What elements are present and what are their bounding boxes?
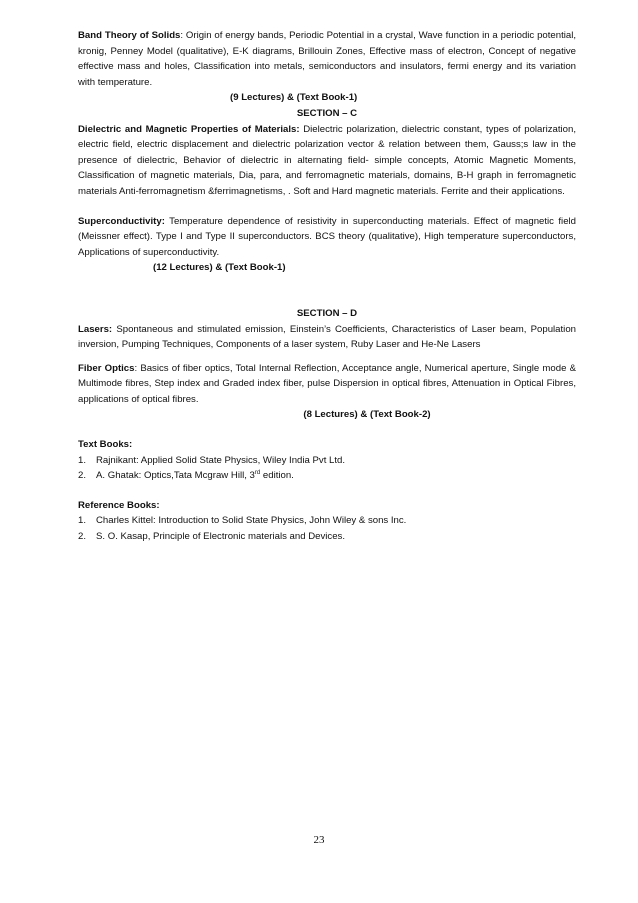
fiber-optics-text: : Basics of fiber optics, Total Internal Reflection, Acceptance angle, Numerical aperture, Single mode & Multimode fibres, Step index and Graded index fiber, pulse Dispersion in optical fibres, Attenuation in Optical Fibres, applications of optical fibres. (78, 362, 576, 405)
document-page (78, 28, 576, 545)
dielectric-title: Dielectric and Magnetic Properties of Materials: (78, 123, 300, 135)
superconductivity-text: Temperature dependence of resistivity in superconducting materials. Effect of magnetic field (Meissner effect). Type I and Type II superconductors. BCS theory (qualitative), High temperature superconductors, Applications of superconductivity. (78, 215, 576, 258)
list-text: Charles Kittel: Introduction to Solid State Physics, John Wiley & sons Inc. (96, 515, 407, 527)
dielectric-paragraph (78, 122, 576, 200)
section-d-heading: SECTION – D (296, 307, 358, 319)
reference-books-list (78, 513, 576, 544)
list-text: S. O. Kasap, Principle of Electronic materials and Devices. (96, 531, 346, 543)
dielectric-text: Dielectric polarization, dielectric constant, types of polarization, electric field, electric displacement and dielectric polarization vector & relation between them, Gauss;s law in the presence of dielectric, Behavior of dielectric in alternating field- simple concepts, Atomic Magnetic Moments, Classification of magnetic materials, Dia, para, and ferromagnetic materials, domains, B-H graph in ferromagnetic materials Anti-ferromagnetism &ferrimagnetisms, . Soft and Hard magnetic materials. Ferrite and their applications. (78, 123, 576, 197)
list-number: 1. (78, 454, 87, 466)
list-number: 1. (78, 515, 87, 527)
band-theory-title: Band Theory of Solids (78, 30, 181, 41)
band-theory-lectures: (9 Lectures) & (Text Book-1) (230, 92, 358, 104)
superscript: rd (254, 470, 261, 477)
list-item (78, 468, 576, 484)
list-text: Rajnikant: Applied Solid State Physics, Wiley India Pvt Ltd. (96, 454, 346, 466)
band-theory-paragraph (78, 28, 576, 90)
superconductivity-title: Superconductivity: (78, 215, 165, 227)
fiber-optics-title: Fiber Optics (78, 362, 135, 374)
superconductivity-paragraph (78, 214, 576, 261)
list-item (78, 453, 576, 469)
page-number: 23 (313, 834, 325, 846)
section-d-lectures: (8 Lectures) & (Text Book-2) (303, 409, 431, 421)
list-text-suffix: edition. (260, 470, 294, 482)
lasers-text: Spontaneous and stimulated emission, Einstein’s Coefficients, Characteristics of Laser beam, Population inversion, Pumping Techniques, Components of a laser system, Ruby Laser and He-Ne Lasers (78, 323, 576, 351)
text-books-heading (78, 437, 576, 453)
text-books-colon: : (129, 439, 133, 451)
lasers-paragraph (78, 322, 576, 353)
section-c-heading: SECTION – C (296, 107, 358, 119)
text-books-list (78, 453, 576, 484)
text-books-title: Text Books (78, 439, 129, 451)
section-c-lectures: (12 Lectures) & (Text Book-1) (153, 262, 286, 274)
lasers-title: Lasers: (78, 323, 113, 335)
list-number: 2. (78, 470, 87, 482)
fiber-optics-paragraph (78, 361, 576, 408)
list-number: 2. (78, 531, 87, 543)
reference-books-heading: Reference Books: (78, 499, 160, 511)
band-theory-text: : Origin of energy bands, Periodic Potential in a crystal, Wave function in a periodic potential, kronig, Penney Model (qualitative), E-K diagrams, Brillouin Zones, Effective mass of electron, Concept of negative effective mass and holes, Classification into metals, semiconductors and insulators, fermi energy and its variation with temperature. (78, 30, 577, 88)
list-item (78, 513, 576, 529)
list-text: A. Ghatak: Optics,Tata Mcgraw Hill, 3 (96, 470, 255, 482)
list-item (78, 529, 576, 545)
